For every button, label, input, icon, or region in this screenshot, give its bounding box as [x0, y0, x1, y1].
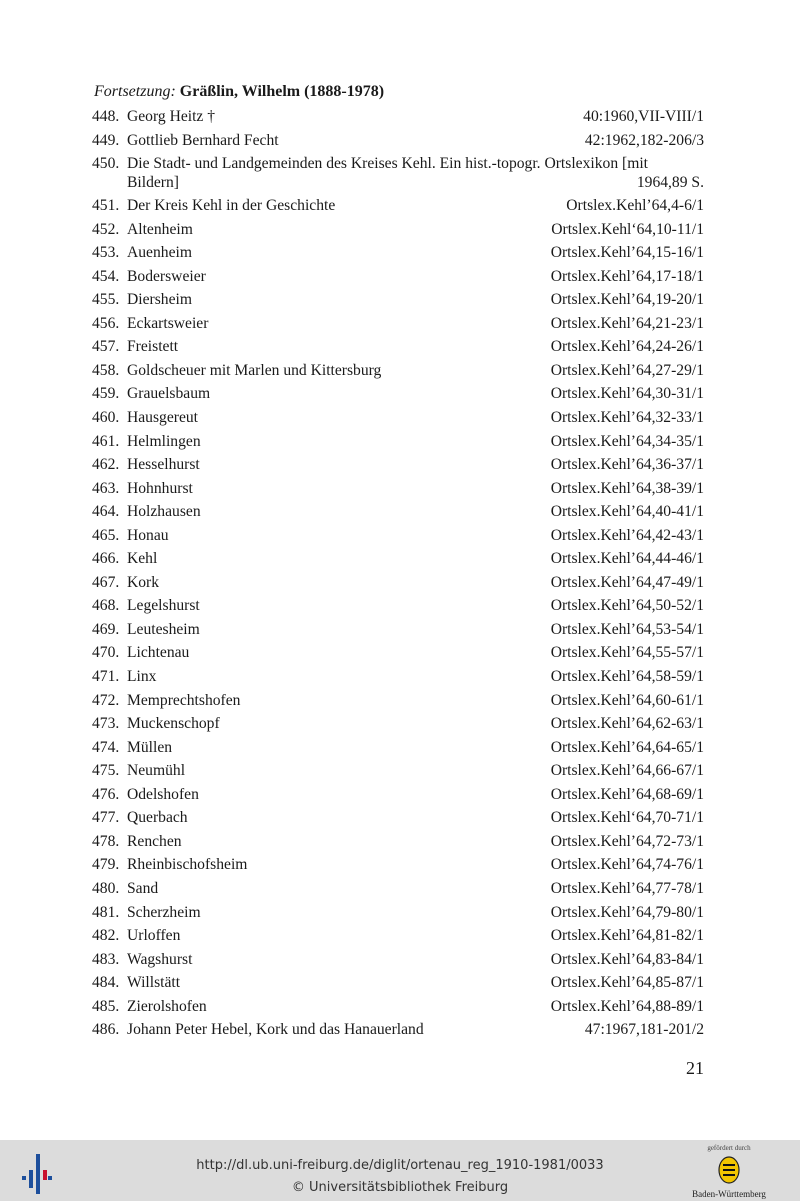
- entry-title: Scherzheim: [127, 903, 201, 921]
- list-item: [92, 361, 704, 385]
- entry-title: Johann Peter Hebel, Kork und das Hanauerland: [127, 1021, 424, 1039]
- entry-title: Müllen: [127, 738, 173, 756]
- entry-reference: Ortslex.Kehl’64,24-26/1: [550, 338, 704, 356]
- entry-reference: Ortslex.Kehl’64,30-31/1: [550, 385, 704, 403]
- entry-number: 451.: [92, 197, 120, 215]
- entry-reference: Ortslex.Kehl’64,50-52/1: [550, 597, 704, 615]
- entry-number: 485.: [92, 997, 120, 1015]
- page-number: 21: [686, 1058, 704, 1078]
- list-item: [92, 855, 704, 879]
- entry-title: Odelshofen: [127, 785, 199, 803]
- entry-reference: Ortslex.Kehl’64,40-41/1: [550, 503, 704, 521]
- entry-title: Diersheim: [127, 291, 192, 309]
- list-item: [92, 950, 704, 974]
- entry-title: Freistett: [127, 338, 179, 356]
- list-item: [92, 714, 704, 738]
- entry-reference: Ortslex.Kehl’64,77-78/1: [550, 879, 704, 897]
- list-item: [92, 832, 704, 856]
- entry-title: Memprechtshofen: [127, 691, 241, 709]
- entry-number: 468.: [92, 597, 120, 615]
- entry-title: Helmlingen: [127, 432, 201, 450]
- list-item: [92, 903, 704, 927]
- entry-title: Honau: [127, 526, 169, 544]
- list-item: [92, 267, 704, 291]
- entry-reference: Ortslex.Kehl’64,19-20/1: [550, 291, 704, 309]
- entry-title: Eckartsweier: [127, 314, 209, 332]
- entry-reference: Ortslex.Kehl’64,17-18/1: [550, 267, 704, 285]
- entry-number: 455.: [92, 291, 120, 309]
- entry-reference: 1964,89 S.: [636, 174, 704, 192]
- list-item: [92, 691, 704, 715]
- entry-title: Holzhausen: [127, 503, 201, 521]
- entry-title: Grauelsbaum: [127, 385, 211, 403]
- entry-reference: Ortslex.Kehl’64,58-59/1: [550, 668, 704, 686]
- entry-reference: Ortslex.Kehl’64,47-49/1: [550, 573, 704, 591]
- list-item: [92, 154, 704, 196]
- entry-reference: Ortslex.Kehl’64,53-54/1: [550, 620, 704, 638]
- entry-number: 463.: [92, 479, 120, 497]
- entry-number: 452.: [92, 220, 120, 238]
- entry-title: Altenheim: [127, 220, 193, 238]
- entry-number: 470.: [92, 644, 120, 662]
- entry-reference: Ortslex.Kehl’64,83-84/1: [550, 950, 704, 968]
- entry-reference: Ortslex.Kehl’64,36-37/1: [550, 456, 704, 474]
- list-item: [92, 785, 704, 809]
- entry-reference: Ortslex.Kehl’64,88-89/1: [550, 997, 704, 1015]
- entry-reference: Ortslex.Kehl’64,27-29/1: [550, 361, 704, 379]
- list-item: [92, 526, 704, 550]
- entry-number: 480.: [92, 879, 120, 897]
- entry-number: 450.: [92, 155, 120, 173]
- entry-title: Linx: [127, 668, 157, 686]
- sponsor-badge: [690, 1144, 768, 1200]
- entry-title: Hesselhurst: [127, 456, 200, 474]
- list-item: [92, 549, 704, 573]
- entry-number: 476.: [92, 785, 120, 803]
- list-item: [92, 479, 704, 503]
- entry-title: Urloffen: [127, 927, 181, 945]
- list-item: [92, 761, 704, 785]
- list-item: [92, 432, 704, 456]
- entry-title: Willstätt: [127, 974, 181, 992]
- entry-reference: Ortslex.Kehl’64,55-57/1: [550, 644, 704, 662]
- footer-copyright: © Universitätsbibliothek Freiburg: [291, 1180, 509, 1195]
- list-item: [92, 926, 704, 950]
- list-item: [92, 573, 704, 597]
- entry-number: 460.: [92, 409, 120, 427]
- entry-number: 469.: [92, 620, 120, 638]
- list-item: [92, 502, 704, 526]
- entry-number: 477.: [92, 809, 120, 827]
- entry-reference: Ortslex.Kehl’64,64-65/1: [550, 738, 704, 756]
- entry-number: 472.: [92, 691, 120, 709]
- list-item: [92, 196, 704, 220]
- entry-number: 482.: [92, 927, 120, 945]
- entry-number: 481.: [92, 903, 120, 921]
- entry-title: Auenheim: [127, 244, 192, 262]
- list-item: [92, 107, 704, 131]
- entry-number: 475.: [92, 762, 120, 780]
- entry-number: 474.: [92, 738, 120, 756]
- entry-number: 483.: [92, 950, 120, 968]
- list-item: [92, 667, 704, 691]
- sponsor-name: Baden-Württemberg: [692, 1189, 766, 1199]
- entry-reference: Ortslex.Kehl’64,62-63/1: [550, 715, 704, 733]
- entry-reference: Ortslex.Kehl’64,81-82/1: [550, 927, 704, 945]
- list-item: [92, 220, 704, 244]
- entry-number: 459.: [92, 385, 120, 403]
- entry-title: Kork: [127, 573, 160, 591]
- list-item: [92, 337, 704, 361]
- list-item: [92, 973, 704, 997]
- entry-title-line: Die Stadt- und Landgemeinden des Kreises Kehl. Ein hist.-topogr. Ortslexikon [mit: [127, 155, 648, 173]
- entry-title: Muckenschopf: [127, 715, 220, 733]
- entry-number: 473.: [92, 715, 120, 733]
- entry-reference: Ortslex.Kehl’64,60-61/1: [550, 691, 704, 709]
- entry-title: Goldscheuer mit Marlen und Kittersburg: [127, 361, 382, 379]
- entry-title: Neumühl: [127, 762, 186, 780]
- entry-title: Hausgereut: [127, 409, 199, 427]
- entry-number: 465.: [92, 526, 120, 544]
- list-item: [92, 455, 704, 479]
- entry-reference: 47:1967,181-201/2: [584, 1021, 704, 1039]
- entry-number: 466.: [92, 550, 120, 568]
- list-item: [92, 290, 704, 314]
- entry-reference: Ortslex.Kehl’64,44-46/1: [550, 550, 704, 568]
- entry-title: Lichtenau: [127, 644, 190, 662]
- list-item: [92, 997, 704, 1021]
- entry-title: [127, 154, 704, 192]
- entry-title: Leutesheim: [127, 620, 200, 638]
- entry-number: 448.: [92, 108, 120, 125]
- entry-number: 479.: [92, 856, 120, 874]
- entry-reference: Ortslex.Kehl’64,42-43/1: [550, 526, 704, 544]
- entry-title: Georg Heitz †: [127, 108, 216, 125]
- entry-reference: Ortslex.Kehl’64,4-6/1: [566, 197, 704, 215]
- entry-reference: Ortslex.Kehl’64,32-33/1: [550, 409, 704, 427]
- list-item: [92, 620, 704, 644]
- entry-title: Legelshurst: [127, 597, 200, 615]
- entry-title-line: Bildern]: [127, 174, 179, 192]
- entry-title: Sand: [127, 879, 159, 897]
- entry-number: 478.: [92, 832, 120, 850]
- entry-number: 457.: [92, 338, 120, 356]
- list-item: [92, 131, 704, 155]
- entry-number: 453.: [92, 244, 120, 262]
- entry-title: Renchen: [127, 832, 182, 850]
- list-item: [92, 384, 704, 408]
- entry-number: 486.: [92, 1021, 120, 1039]
- list-item: [92, 408, 704, 432]
- continuation-heading: [94, 83, 384, 101]
- entry-title: Rheinbischofsheim: [127, 856, 248, 874]
- author-name: Gräßlin, Wilhelm (1888-1978): [179, 83, 385, 100]
- entry-reference: Ortslex.Kehl‘64,10-11/1: [551, 220, 704, 238]
- entry-reference: 40:1960,VII-VIII/1: [583, 108, 704, 125]
- entry-number: 462.: [92, 456, 120, 474]
- entry-title: Hohnhurst: [127, 479, 193, 497]
- entry-number: 471.: [92, 668, 120, 686]
- entry-reference: Ortslex.Kehl’64,79-80/1: [550, 903, 704, 921]
- list-item: [92, 738, 704, 762]
- entry-title: Querbach: [127, 809, 188, 827]
- entry-title: Kehl: [127, 550, 158, 568]
- entry-number: 464.: [92, 503, 120, 521]
- footer-bar: [0, 1140, 800, 1201]
- entry-number: 458.: [92, 361, 120, 379]
- entry-number: 456.: [92, 314, 120, 332]
- list-item: [92, 808, 704, 832]
- entry-reference: Ortslex.Kehl’64,21-23/1: [550, 314, 704, 332]
- entry-number: 454.: [92, 267, 120, 285]
- entry-reference: Ortslex.Kehl’64,74-76/1: [550, 856, 704, 874]
- list-item: [92, 314, 704, 338]
- list-item: [92, 879, 704, 903]
- list-item: [92, 596, 704, 620]
- entry-title: Der Kreis Kehl in der Geschichte: [127, 197, 336, 215]
- entry-title: Wagshurst: [127, 950, 193, 968]
- entry-title: Bodersweier: [127, 267, 206, 285]
- entry-list: [92, 107, 704, 1044]
- entry-reference: Ortslex.Kehl’64,72-73/1: [550, 832, 704, 850]
- entry-reference: Ortslex.Kehl’64,85-87/1: [550, 974, 704, 992]
- entry-reference: Ortslex.Kehl‘64,70-71/1: [550, 809, 704, 827]
- entry-title: Gottlieb Bernhard Fecht: [127, 131, 279, 149]
- entry-number: 467.: [92, 573, 120, 591]
- list-item: [92, 643, 704, 667]
- entry-number: 461.: [92, 432, 120, 450]
- footer-url[interactable]: http://dl.ub.uni-freiburg.de/diglit/ortenau_reg_1910-1981/0033: [196, 1158, 604, 1173]
- entry-title: Zierolshofen: [127, 997, 207, 1015]
- entry-number: 449.: [92, 131, 120, 149]
- list-item: [92, 243, 704, 267]
- entry-reference: Ortslex.Kehl’64,15-16/1: [550, 244, 704, 262]
- list-item: [92, 1020, 704, 1044]
- baden-wuerttemberg-crest-icon: [718, 1155, 740, 1185]
- entry-reference: 42:1962,182-206/3: [584, 131, 704, 149]
- entry-reference: Ortslex.Kehl’64,68-69/1: [550, 785, 704, 803]
- entry-reference: Ortslex.Kehl’64,38-39/1: [550, 479, 704, 497]
- continuation-prefix: Fortsetzung:: [94, 83, 176, 100]
- entry-reference: Ortslex.Kehl’64,34-35/1: [550, 432, 704, 450]
- entry-number: 484.: [92, 974, 120, 992]
- sponsor-label: gefördert durch: [707, 1144, 751, 1152]
- entry-reference: Ortslex.Kehl’64,66-67/1: [550, 762, 704, 780]
